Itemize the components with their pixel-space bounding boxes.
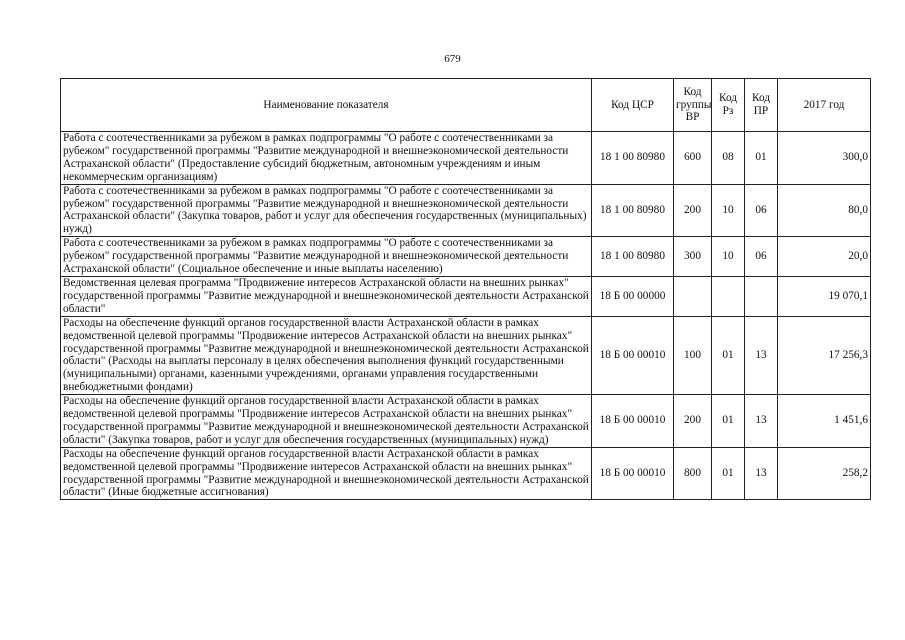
row-vr: 800 [674,447,712,500]
row-rz: 10 [712,184,745,237]
row-rz: 10 [712,237,745,277]
row-name: Расходы на обеспечение функций органов государственной власти Астраханской области в рамках ведомственной целевой программы "Продвижение интересов Астраханской области на внешних рынках" государственной программы "Развитие международной и внешнеэкономической деятельности Астраханской области" (Расходы на выплаты персоналу в целях обеспечения выполнения функций государственными (муниципальными) органами, казенными учреждениями, органами управления государственными внебюджетными фондами) [61,316,592,394]
header-csr: Код ЦСР [592,79,674,132]
row-csr: 18 1 00 80980 [592,237,674,277]
row-amount: 20,0 [778,237,871,277]
row-pr: 06 [745,237,778,277]
table-row [61,447,871,500]
table-row [61,276,871,316]
table-row [61,237,871,277]
header-rz: Код Рз [712,79,745,132]
row-amount: 300,0 [778,132,871,185]
row-amount: 19 070,1 [778,276,871,316]
row-csr: 18 1 00 80980 [592,132,674,185]
row-rz: 01 [712,316,745,394]
table-row [61,132,871,185]
header-vr: Код группы ВР [674,79,712,132]
row-pr: 06 [745,184,778,237]
row-amount: 1 451,6 [778,395,871,448]
row-pr [745,276,778,316]
row-rz: 08 [712,132,745,185]
row-name: Работа с соотечественниками за рубежом в рамках подпрограммы "О работе с соотечественниками за рубежом" государственной программы "Развитие международной и внешнеэкономической деятельности Астраханской области" (Социальное обеспечение и иные выплаты населению) [61,237,592,277]
header-pr: Код ПР [745,79,778,132]
row-rz [712,276,745,316]
row-rz: 01 [712,447,745,500]
row-csr: 18 Б 00 00000 [592,276,674,316]
header-year: 2017 год [778,79,871,132]
row-pr: 13 [745,395,778,448]
budget-table [60,78,871,500]
row-vr: 200 [674,184,712,237]
table-row [61,395,871,448]
row-name: Работа с соотечественниками за рубежом в рамках подпрограммы "О работе с соотечественниками за рубежом" государственной программы "Развитие международной и внешнеэкономической деятельности Астраханской области" (Предоставление субсидий бюджетным, автономным учреждениям и иным некоммерческим организациям) [61,132,592,185]
row-pr: 13 [745,447,778,500]
table-header-row [61,79,871,132]
row-name: Расходы на обеспечение функций органов государственной власти Астраханской области в рамках ведомственной целевой программы "Продвижение интересов Астраханской области на внешних рынках" государственной программы "Развитие международной и внешнеэкономической деятельности Астраханской области" (Иные бюджетные ассигнования) [61,447,592,500]
page-number: 679 [444,53,461,65]
row-csr: 18 Б 00 00010 [592,395,674,448]
row-vr: 300 [674,237,712,277]
row-pr: 01 [745,132,778,185]
row-csr: 18 1 00 80980 [592,184,674,237]
row-name: Работа с соотечественниками за рубежом в рамках подпрограммы "О работе с соотечественниками за рубежом" государственной программы "Развитие международной и внешнеэкономической деятельности Астраханской области" (Закупка товаров, работ и услуг для обеспечения государственных (муниципальных) нужд) [61,184,592,237]
row-pr: 13 [745,316,778,394]
row-vr: 200 [674,395,712,448]
row-rz: 01 [712,395,745,448]
row-csr: 18 Б 00 00010 [592,316,674,394]
table-row [61,316,871,394]
table-row [61,184,871,237]
row-vr [674,276,712,316]
row-vr: 600 [674,132,712,185]
row-name: Ведомственная целевая программа "Продвижение интересов Астраханской области на внешних рынках" государственной программы "Развитие международной и внешнеэкономической деятельности Астраханской области" [61,276,592,316]
row-csr: 18 Б 00 00010 [592,447,674,500]
row-amount: 258,2 [778,447,871,500]
header-name: Наименование показателя [61,79,592,132]
row-amount: 80,0 [778,184,871,237]
row-name: Расходы на обеспечение функций органов государственной власти Астраханской области в рамках ведомственной целевой программы "Продвижение интересов Астраханской области на внешних рынках" государственной программы "Развитие международной и внешнеэкономической деятельности Астраханской области" (Закупка товаров, работ и услуг для обеспечения государственных (муниципальных) нужд) [61,395,592,448]
row-vr: 100 [674,316,712,394]
row-amount: 17 256,3 [778,316,871,394]
